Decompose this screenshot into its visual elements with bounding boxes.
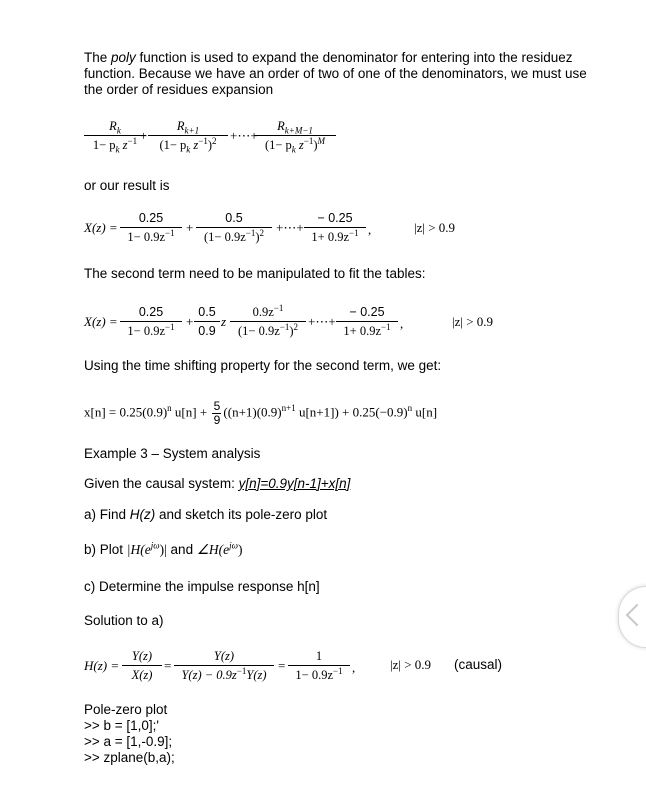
intro-paragraph — [84, 50, 604, 98]
eq5-frac1: Y(z) X(z) — [122, 648, 162, 683]
equation-time-domain: $x[n] = 0.25(0.9)^n$ u[n] + $\frac{5}{9}$ ($(n+1)(0.9)^{n+1}$ $u[n+1]) + 0.25(-0.9)^n$ u[n] — [84, 399, 438, 427]
eq3-frac1: 0.25 $1- 0.9z^{-1}$ — [120, 304, 182, 339]
intro-prefix: The — [84, 50, 112, 65]
eq3-lhs: X(z) = — [84, 314, 118, 329]
eq2-roc: |z| > 0.9 — [414, 220, 456, 235]
eq5-eq2: = — [278, 658, 286, 673]
eq4-part5: u[n] — [412, 404, 438, 420]
or-result-text: or our result is — [84, 178, 170, 193]
eq1-term1: $R_k$ $1- p_k$ $z^{-1}$ — [84, 118, 146, 153]
eq3-frac2: 0.5 0.9 — [194, 304, 220, 339]
second-term-text: The second term need to be manipulated to fit the tables: — [84, 266, 426, 281]
given-line — [84, 476, 350, 492]
item-b-angle: $\angle H(e^{j\omega})$ — [196, 540, 243, 557]
given-label: Given the causal system: — [84, 476, 239, 491]
pole-zero-title: Pole-zero plot — [84, 702, 168, 717]
eq2-lhs: X(z) = — [84, 220, 118, 235]
poly-keyword: poly — [111, 50, 136, 65]
eq4-part4: u[n+1]) + 0.25(−0.9) — [295, 404, 408, 420]
eq5-frac3: 1 $1- 0.9z^{-1}$ — [288, 648, 350, 683]
item-a: a) Find H(z) and sketch its pole-zero plot — [84, 507, 328, 522]
side-scroll-tab[interactable] — [618, 586, 646, 648]
eq3-z: z — [221, 314, 227, 329]
solution-a-heading: Solution to a) — [84, 613, 164, 628]
eq5-frac2: Y(z) $Y(z) - 0.9z^{-1}Y(z)$ — [174, 648, 274, 683]
eq3-dots: +⋯+ — [308, 314, 336, 329]
pole-zero-block — [84, 702, 175, 766]
eq2-frac3: − 0.25 $1+ 0.9z^{-1}$ — [304, 210, 366, 245]
eq3-frac3: $0.9z^{-1}$ $(1- 0.9z^{-1})^2$ — [230, 304, 306, 339]
eq2-comma: , — [368, 222, 372, 237]
eq2-frac2: 0.5 $(1- 0.9z^{-1})^2$ — [196, 210, 272, 245]
code-line-3: >> zplane(b,a); — [84, 750, 175, 765]
given-system: y[n]=0.9y[n-1]+x[n] — [238, 476, 351, 491]
item-b-magnitude: $|H(e^{j\omega})|$ — [126, 540, 167, 557]
eq2-dots: +⋯+ — [276, 220, 304, 235]
eq5-lhs: H(z) = — [84, 658, 120, 673]
example-title: Example 3 – System analysis — [84, 446, 261, 461]
eq3-plus: + — [186, 314, 194, 329]
eq4-part1: x[n] = 0.25(0.9) — [84, 404, 168, 420]
eq5-causal: (causal) — [454, 657, 503, 672]
eq4-part3: ((n+1)(0.9) — [223, 404, 282, 420]
eq3-roc: |z| > 0.9 — [452, 314, 494, 329]
eq5-roc: |z| > 0.9 — [390, 657, 432, 672]
eq2-frac1: 0.25 $1- 0.9z^{-1}$ — [120, 210, 182, 245]
eq4-part2: u[n] + — [171, 404, 208, 420]
eq1-dots: +⋯+ — [230, 128, 258, 143]
intro-rest: function is used to expand the denominator for entering into the residuez function. Because we have an order of two of one of the denominators, we must use the order of residues expansion — [84, 50, 587, 97]
eq4-frac: $\frac{5}{9}$ — [213, 399, 221, 427]
eq3-frac4: − 0.25 $1+ 0.9z^{-1}$ — [336, 304, 398, 339]
eq3-comma: , — [400, 316, 404, 331]
eq1-term3: $R_{k+M-1}$ ($1- p_k$ $z^{-1})^M$ — [254, 118, 336, 153]
item-c: c) Determine the impulse response h[n] — [84, 579, 320, 594]
code-line-2: >> a = [1,-0.9]; — [84, 734, 173, 749]
item-a-hz: H(z) — [129, 507, 156, 522]
time-shift-text: Using the time shifting property for the second term, we get: — [84, 358, 442, 373]
eq1-plus: + — [140, 128, 148, 143]
eq2-plus: + — [186, 220, 194, 235]
chevron-left-icon — [626, 604, 646, 627]
eq5-eq1: = — [164, 658, 172, 673]
eq1-term2: $R_{k+1}$ ($1- p_k$ $z^{-1})^2$ — [148, 118, 228, 153]
item-b: b) Plot $|H(e^{j\omega})|$ and $\angle H(e^{j\omega})$ — [84, 540, 243, 557]
eq5-comma: , — [352, 660, 356, 675]
code-line-1: >> b = [1,0];' — [84, 718, 160, 733]
